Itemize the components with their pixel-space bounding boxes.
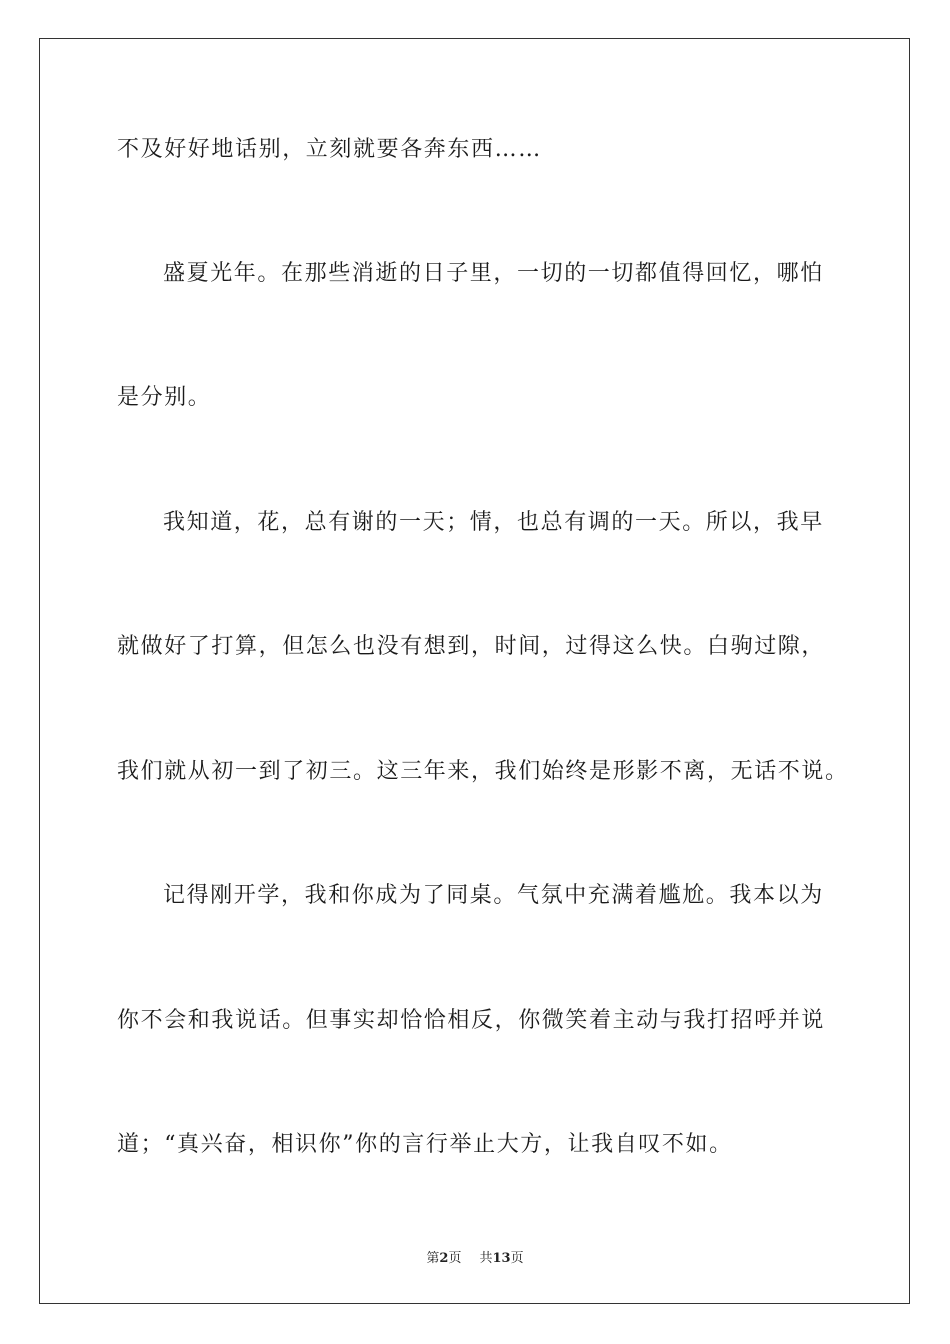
text-line-8: 你不会和我说话。但事实却恰恰相反，你微笑着主动与我打招呼并说	[117, 1008, 826, 1033]
text-line-6: 我们就从初一到了初三。这三年来，我们始终是形影不离，无话不说。	[117, 759, 849, 784]
footer-total-pages: 13	[492, 1251, 511, 1266]
footer-total-prefix: 共	[479, 1251, 493, 1266]
footer-total-suffix: 页	[510, 1251, 524, 1266]
text-line-5: 就做好了打算，但怎么也没有想到，时间，过得这么快。白驹过隙，	[117, 634, 826, 659]
footer-page-number: 2	[439, 1251, 449, 1266]
text-line-7: 记得刚开学，我和你成为了同桌。气氛中充满着尴尬。我本以为	[163, 883, 824, 908]
page-footer	[0, 1247, 950, 1266]
text-line-1: 不及好好地话别，立刻就要各奔东西……	[117, 137, 542, 162]
text-line-4: 我知道，花，总有谢的一天；情，也总有调的一天。所以，我早	[163, 510, 824, 535]
text-line-3: 是分别。	[117, 385, 212, 410]
footer-page-prefix: 第	[426, 1251, 440, 1266]
page-border	[39, 38, 910, 1304]
text-line-2: 盛夏光年。在那些消逝的日子里，一切的一切都值得回忆，哪怕	[163, 261, 824, 286]
text-line-9: 道；“真兴奋，相识你”你的言行举止大方，让我自叹不如。	[117, 1132, 733, 1157]
footer-page-suffix: 页	[448, 1251, 462, 1266]
